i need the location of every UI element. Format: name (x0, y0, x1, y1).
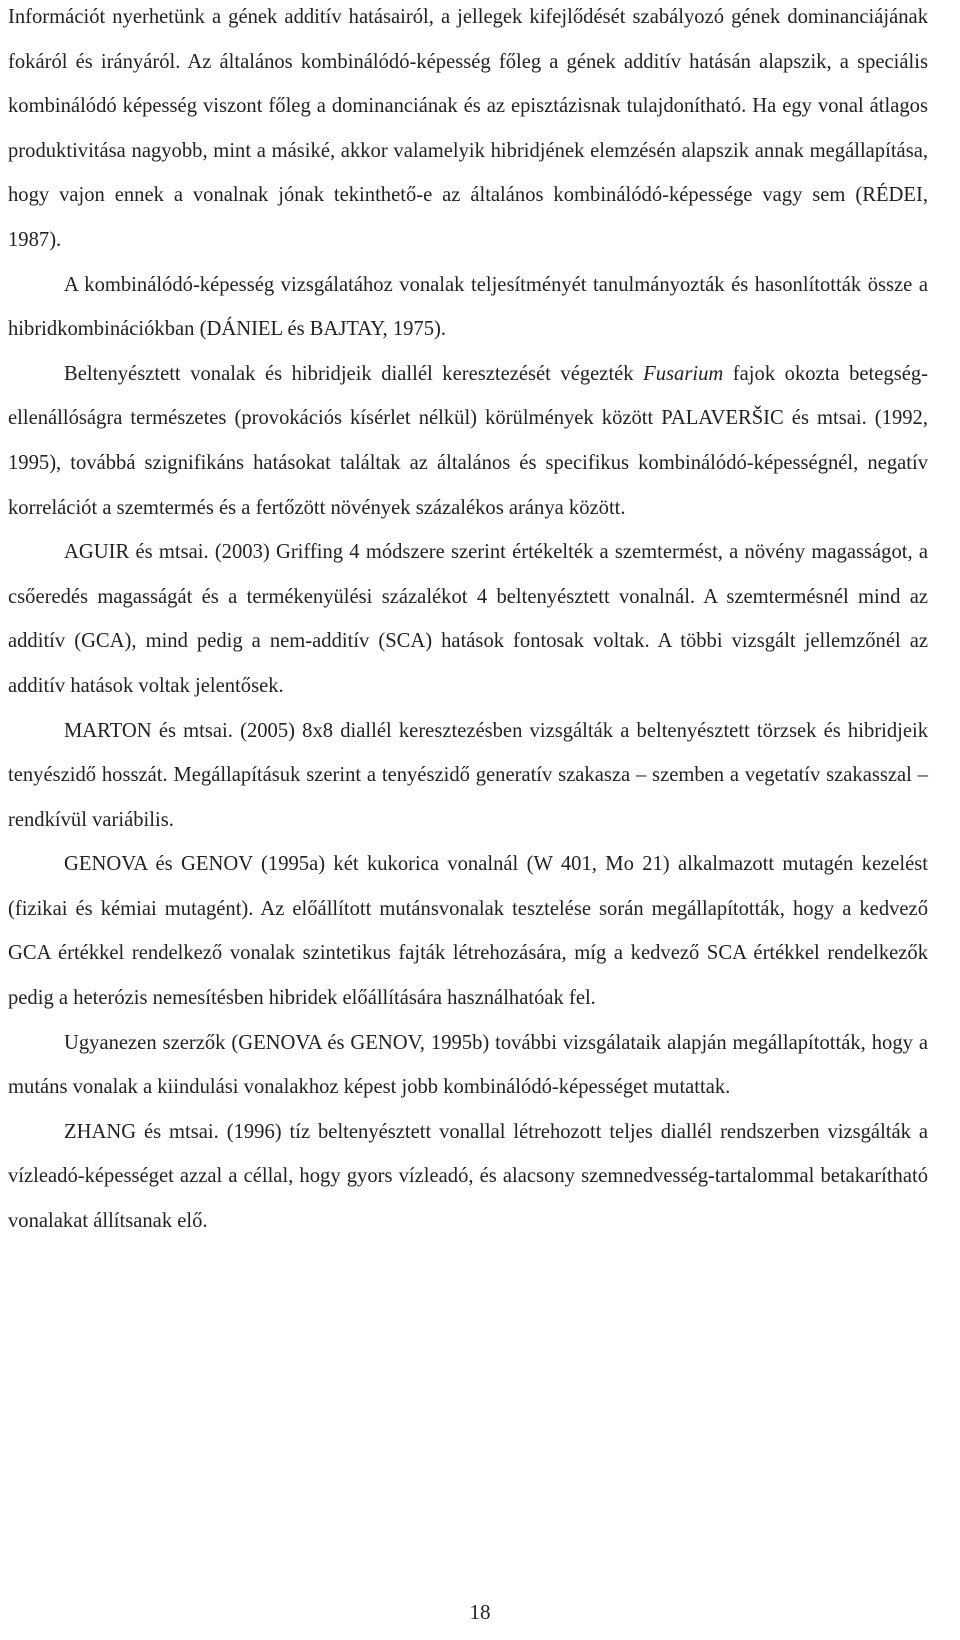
paragraph-2: A kombinálódó-képesség vizsgálatához vonalak teljesítményét tanulmányozták és hasonlították össze a hibridkombinációkban (DÁNIEL és BAJTAY, 1975). (8, 273, 928, 341)
paragraph-5: MARTON és mtsai. (2005) 8x8 diallél keresztezésben vizsgálták a beltenyésztett törzsek és hibridjeik tenyészidő hosszát. Megállapításuk szerint a tenyészidő generatív szakasza – szemben a vegetatív szakasszal – rendkívül variábilis. (8, 719, 928, 831)
paragraph-1: Információt nyerhetünk a gének additív hatásairól, a jellegek kifejlődését szabályozó gének dominanciájának fokáról és irányáról. Az általános kombinálódó-képesség főleg a gének additív hatásán alapszik, a speciális kombinálódó képesség viszont főleg a dominanciának és az episztázisnak tulajdonítható. Ha egy vonal átlagos produktivitása nagyobb, mint a másiké, akkor valamelyik hibridjének elemzésén alapszik annak megállapítása, hogy vajon ennek a vonalnak jónak tekinthető-e az általános kombinálódó-képessége vagy sem (RÉDEI, 1987). (8, 6, 928, 251)
page-number: 18 (469, 1600, 491, 1624)
italic-term-fusarium: Fusarium (643, 362, 724, 385)
paragraph-6: GENOVA és GENOV (1995a) két kukorica vonalnál (W 401, Mo 21) alkalmazott mutagén kezelést (fizikai és kémiai mutagént). Az előállított mutánsvonalak tesztelése során megállapították, hogy a kedvező GCA értékkel rendelkező vonalak szintetikus fajták létrehozására, míg a kedvező SCA értékkel rendelkezők pedig a heterózis nemesítésben hibridek előállítására használhatóak fel. (8, 853, 928, 1010)
paragraph-3-end: fajok okozta betegség-ellenállóságra természetes (provokációs kísérlet nélkül) körülmények között PALAVERŠIC és mtsai. (1992, 1995), továbbá szignifikáns hatásokat találtak az általános és specifikus kombinálódó-képességnél, negatív korrelációt a szemtermés és a fertőzött növények százalékos aránya között. (8, 362, 929, 519)
paragraph-8: ZHANG és mtsai. (1996) tíz beltenyésztett vonallal létrehozott teljes diallél rendszerben vizsgálták a vízleadó-képességet azzal a céllal, hogy gyors vízleadó, és alacsony szemnedvesség-tartalommal betakarítható vonalakat állítsanak elő. (8, 1120, 928, 1233)
document-page (8, 0, 928, 1640)
paragraph-3 (8, 352, 928, 530)
paragraph-7: Ugyanezen szerzők (GENOVA és GENOV, 1995b) további vizsgálataik alapján megállapították, hogy a mutáns vonalak a kiindulási vonalakhoz képest jobb kombinálódó-képességet mutattak. (8, 1031, 928, 1099)
paragraph-4: AGUIR és mtsai. (2003) Griffing 4 módszere szerint értékelték a szemtermést, a növény magasságot, a csőeredés magasságát és a termékenyülési százalékot 4 beltenyésztett vonalnál. A szemtermésnél mind az additív (GCA), mind pedig a nem-additív (SCA) hatások fontosak voltak. A többi vizsgált jellemzőnél az additív hatások voltak jelentősek. (8, 541, 928, 697)
paragraph-3-start: Beltenyésztett vonalak és hibridjeik diallél keresztezését végezték (64, 362, 644, 385)
